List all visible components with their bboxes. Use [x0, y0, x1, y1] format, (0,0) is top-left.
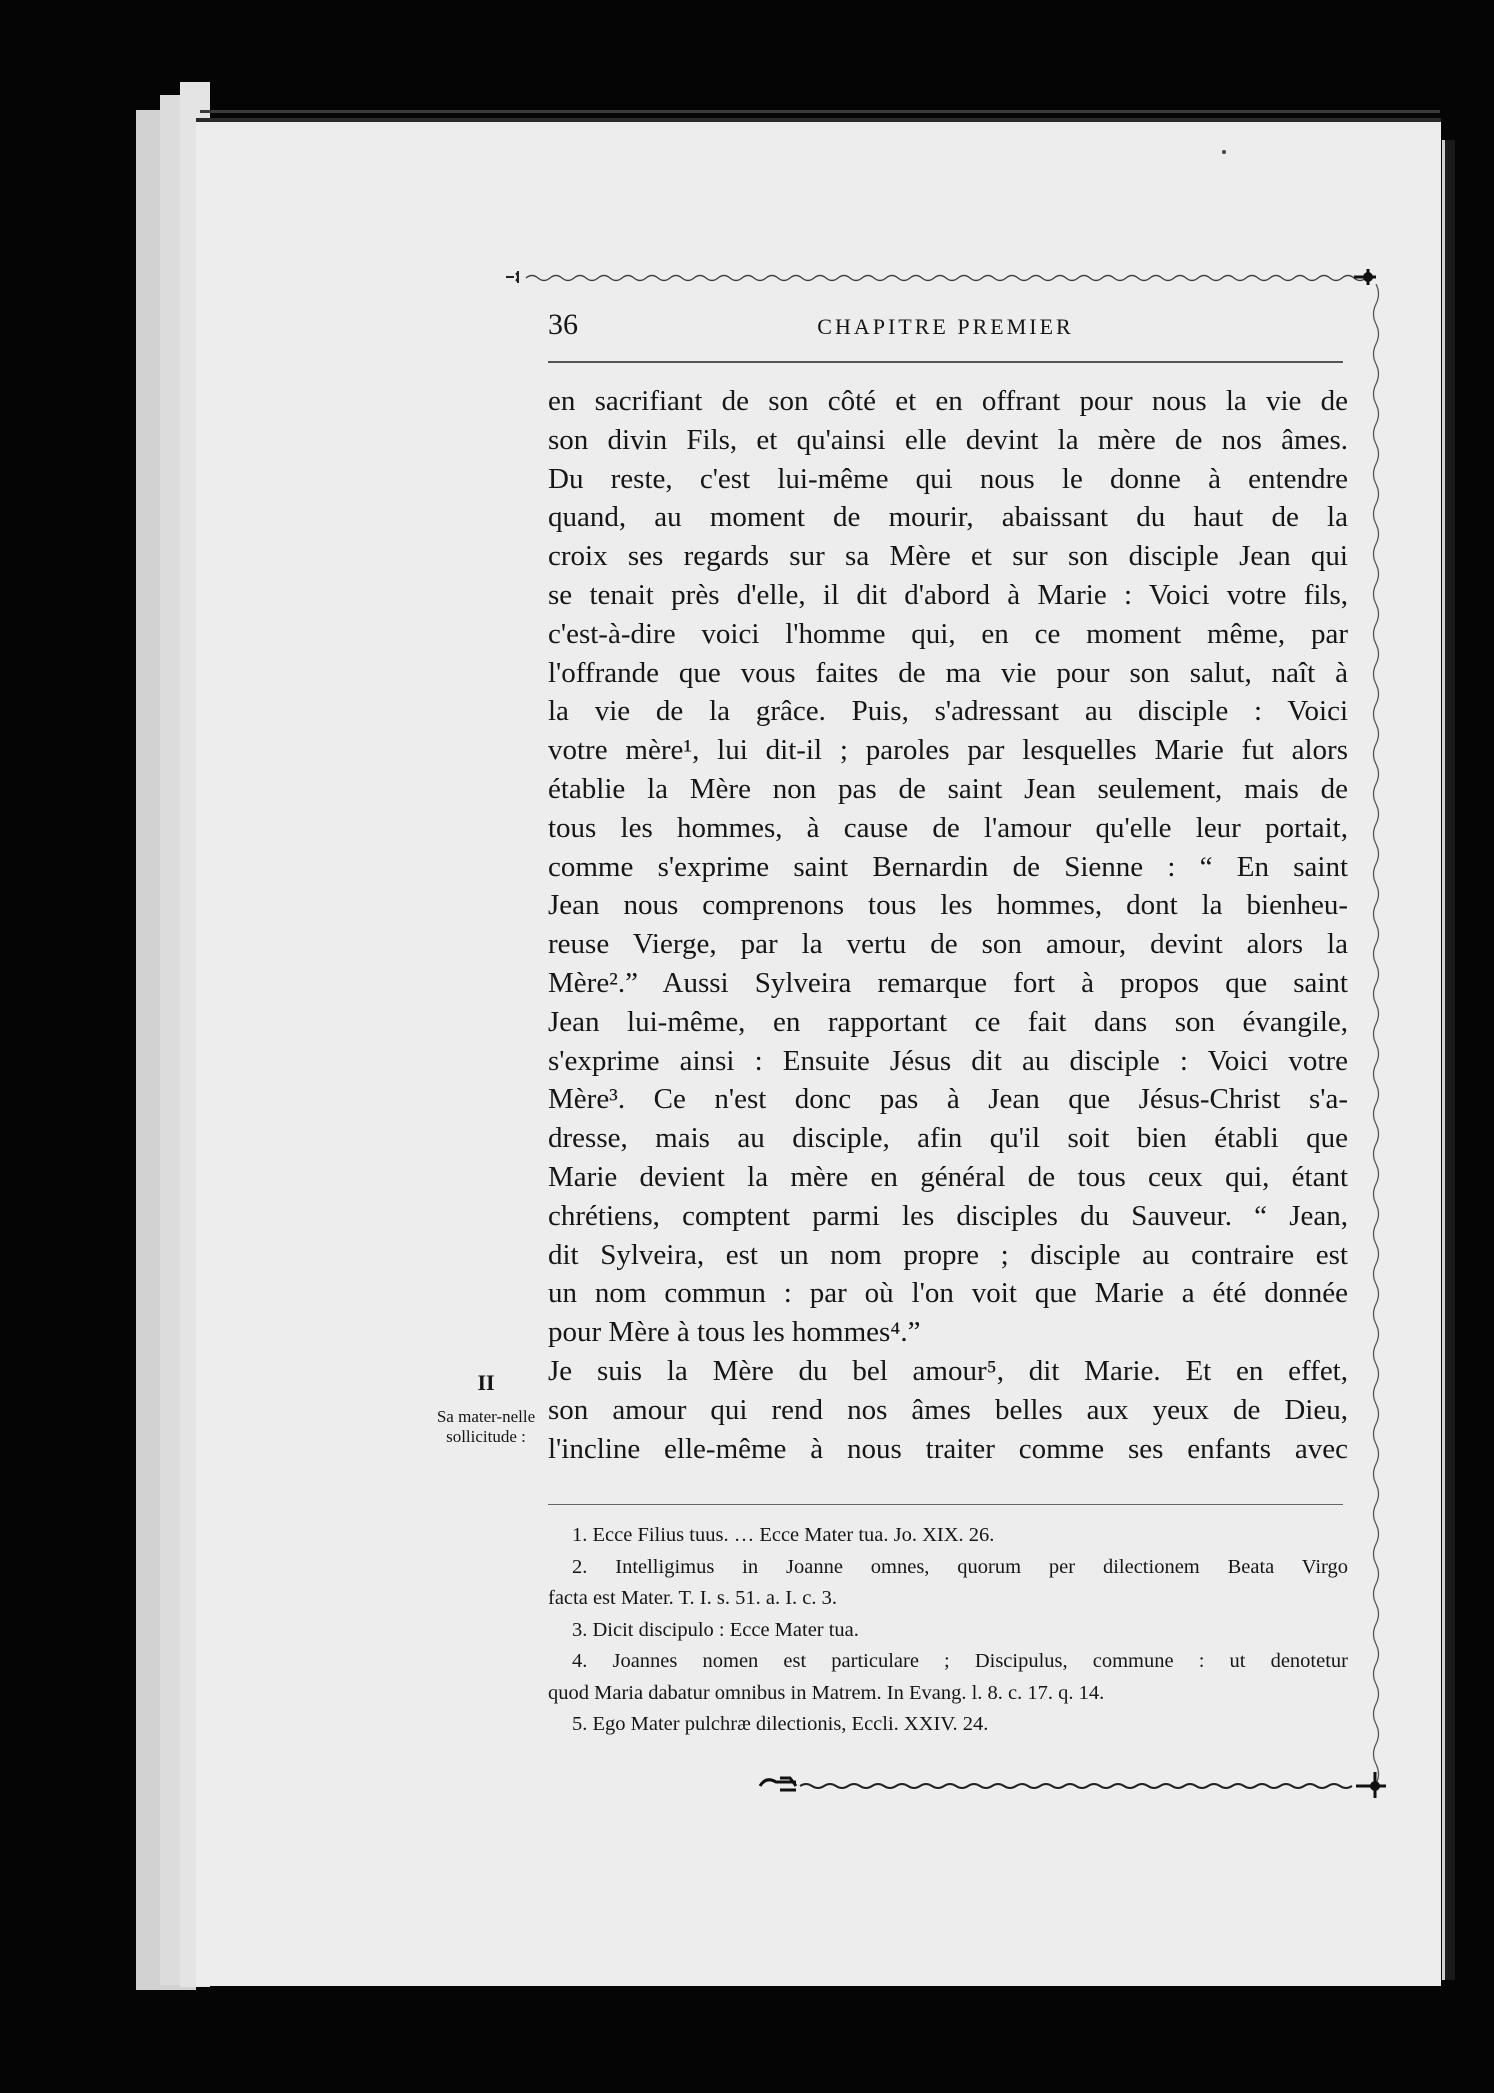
text-line: son amour qui rend nos âmes belles aux yeux de Dieu,: [548, 1393, 1348, 1426]
running-head: CHAPITRE PREMIER: [817, 314, 1074, 339]
footnote: 3. Dicit discipulo : Ecce Mater tua.: [572, 1618, 859, 1641]
ornament-right-border: [1368, 284, 1384, 1784]
ornament-bottom-border: [756, 1770, 1386, 1798]
text-line: Jean lui-même, en rapportant ce fait dans son évangile,: [548, 1005, 1348, 1038]
text-line: Mère³. Ce n'est donc pas à Jean que Jésus-Christ s'a-: [548, 1083, 1348, 1116]
text-line: reuse Vierge, par la vertu de son amour, devint alors la: [548, 928, 1348, 961]
text-line: son divin Fils, et qu'ainsi elle devint la mère de nos âmes.: [548, 423, 1348, 456]
text-line: Mère².” Aussi Sylveira remarque fort à propos que saint: [548, 966, 1348, 999]
facing-page-edge: [1442, 140, 1455, 1980]
text-line: Marie devient la mère en général de tous ceux qui, étant: [548, 1160, 1348, 1193]
footnote-rule: [548, 1504, 1343, 1505]
text-line: dresse, mais au disciple, afin qu'il soit bien établi que: [548, 1122, 1348, 1155]
footnote: 1. Ecce Filius tuus. … Ecce Mater tua. Jo. XIX. 26.: [572, 1524, 995, 1546]
footnote-continuation: quod Maria dabatur omnibus in Matrem. In Evang. l. 8. c. 17. q. 14.: [548, 1681, 1105, 1704]
text-line: se tenait près d'elle, il dit d'abord à Marie : Voici votre fils,: [548, 578, 1348, 611]
text-line: un nom commun : par où l'on voit que Marie a été donnée: [548, 1277, 1348, 1310]
footnote-continuation: facta est Mater. T. I. s. 51. a. I. c. 3.: [548, 1587, 837, 1609]
text-line: en sacrifiant de son côté et en offrant pour nous la vie de: [548, 385, 1348, 417]
footnotes: [548, 1520, 1348, 1741]
margin-note: [430, 1370, 542, 1446]
text-line: s'exprime ainsi : Ensuite Jésus dit au disciple : Voici votre: [548, 1044, 1348, 1077]
text-line: pour Mère à tous les hommes⁴.”: [548, 1316, 921, 1349]
text-line: chrétiens, comptent parmi les disciples du Sauveur. “ Jean,: [548, 1199, 1348, 1232]
text-line: Du reste, c'est lui-même qui nous le donne à entendre: [548, 462, 1348, 495]
scan-speck: [1222, 150, 1226, 154]
text-line: Je suis la Mère du bel amour⁵, dit Marie. Et en effet,: [548, 1354, 1348, 1387]
text-line: croix ses regards sur sa Mère et sur son disciple Jean qui: [548, 540, 1348, 573]
text-line: quand, au moment de mourir, abaissant du haut de la: [548, 501, 1348, 534]
text-line: établie la Mère non pas de saint Jean seulement, mais de: [548, 772, 1348, 805]
footnote: 2. Intelligimus in Joanne omnes, quorum per dilectionem Beata Virgo: [572, 1555, 1348, 1578]
text-line: Jean nous comprenons tous les hommes, dont la bienheu-: [548, 889, 1348, 922]
text-line: comme s'exprime saint Bernardin de Sienne : “ En saint: [548, 850, 1348, 883]
footnote: 4. Joannes nomen est particulare ; Discipulus, commune : ut denotetur: [572, 1650, 1348, 1672]
footnote: 5. Ego Mater pulchræ dilectionis, Eccli. XXIV. 24.: [572, 1713, 989, 1735]
page-number: 36: [548, 308, 578, 341]
text-line: la vie de la grâce. Puis, s'adressant au disciple : Voici: [548, 695, 1348, 728]
page-top-edge: [200, 110, 1440, 113]
body-text: [548, 382, 1348, 1468]
section-numeral: II: [477, 1370, 495, 1395]
text-line: tous les hommes, à cause de l'amour qu'elle leur portait,: [548, 811, 1348, 844]
header-rule: [548, 361, 1343, 363]
text-line: dit Sylveira, est un nom propre ; disciple au contraire est: [548, 1238, 1348, 1271]
ornament-top-border: [506, 268, 1376, 286]
text-line: votre mère¹, lui dit-il ; paroles par lesquelles Marie fut alors: [548, 734, 1348, 767]
text-line: c'est-à-dire voici l'homme qui, en ce moment même, par: [548, 617, 1348, 650]
text-line: l'offrande que vous faites de ma vie pour son salut, naît à: [548, 656, 1348, 689]
text-line: l'incline elle-même à nous traiter comme ses enfants avec: [548, 1432, 1348, 1465]
margin-note-text: Sa mater-nelle sollicitude :: [436, 1407, 536, 1446]
page-header: [548, 308, 1343, 348]
